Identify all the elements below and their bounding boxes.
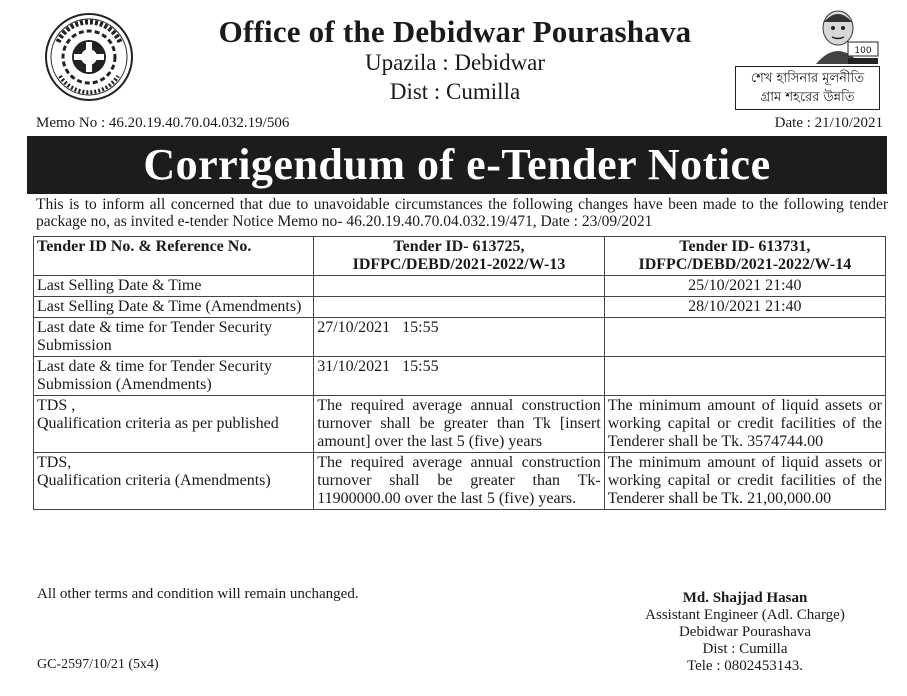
row-value: 28/10/2021 21:40 — [604, 297, 885, 318]
row-value: 31/10/2021 15:55 — [314, 357, 604, 396]
row-value — [314, 276, 604, 297]
signer-district: Dist : Cumilla — [702, 641, 788, 657]
pourashava-seal-icon — [44, 12, 134, 102]
table-row — [34, 357, 886, 396]
table-row — [34, 297, 886, 318]
table-row — [34, 396, 886, 453]
mujib-100-logo-icon — [808, 8, 884, 66]
row-value: The required average annual construction turnover shall be greater than Tk [insert amount] over the last 5 (five) years — [314, 396, 604, 453]
district-line: Dist : Cumilla — [389, 79, 521, 104]
header-tender-id: Tender ID- 613725, — [393, 238, 525, 255]
upazila-line: Upazila : Debidwar — [364, 50, 546, 75]
svg-text:100: 100 — [854, 46, 872, 56]
intro-paragraph: This is to inform all concerned that due to unavoidable circumstances the following changes have been made to the following tender package no, as invited e-tender Notice Memo no- 46.20.19.40.70.04.032.19/471, Date : 23/09/2021 — [36, 196, 888, 230]
row-label-line: TDS , — [37, 397, 76, 414]
row-label — [34, 396, 314, 453]
signer-phone: Tele : 0802453143. — [686, 658, 803, 674]
row-label-line: Qualification criteria as per published — [37, 415, 279, 432]
row-label-line: Qualification criteria (Amendments) — [37, 472, 271, 489]
row-value — [604, 357, 885, 396]
row-label: Last Selling Date & Time (Amendments) — [34, 297, 314, 318]
row-value: The minimum amount of liquid assets or working capital or credit facilities of the Tenderer shall be Tk. 21,00,000.00 — [604, 453, 885, 510]
header-tender-ref: IDFPC/DEBD/2021-2022/W-13 — [352, 256, 566, 273]
header-reference: Tender ID No. & Reference No. — [34, 237, 314, 276]
slogan-line-1: শেখ হাসিনার মূলনীতি — [750, 71, 865, 86]
row-label: Last Selling Date & Time — [34, 276, 314, 297]
row-label — [34, 453, 314, 510]
row-value: 27/10/2021 15:55 — [314, 318, 604, 357]
signer-office: Debidwar Pourashava — [678, 624, 812, 640]
slogan-line-2: গ্রাম শহরের উন্নতি — [760, 90, 855, 105]
header-tender-ref: IDFPC/DEBD/2021-2022/W-14 — [638, 256, 852, 273]
memo-number: Memo No : 46.20.19.40.70.04.032.19/506 — [36, 115, 290, 131]
signature-block — [620, 590, 870, 675]
signer-name: Md. Shajjad Hasan — [682, 590, 808, 606]
tender-table — [33, 236, 886, 510]
row-value: 25/10/2021 21:40 — [604, 276, 885, 297]
header-tender-id: Tender ID- 613731, — [679, 238, 811, 255]
row-value — [604, 318, 885, 357]
row-value: The required average annual construction turnover shall be greater than Tk-11900000.00 over the last 5 (five) years. — [314, 453, 604, 510]
row-label: Last date & time for Tender Security Submission — [34, 318, 314, 357]
row-label: Last date & time for Tender Security Submission (Amendments) — [34, 357, 314, 396]
office-title: Office of the Debidwar Pourashava — [218, 14, 692, 49]
notice-date: Date : 21/10/2021 — [774, 115, 883, 131]
table-row — [34, 453, 886, 510]
row-value: The minimum amount of liquid assets or working capital or credit facilities of the Tenderer shall be Tk. 3574744.00 — [604, 396, 885, 453]
header-tender-613725 — [314, 237, 604, 276]
table-header-row — [34, 237, 886, 276]
row-label-line: TDS, — [37, 454, 72, 471]
row-value — [314, 297, 604, 318]
header-tender-613731 — [604, 237, 885, 276]
footer-note: All other terms and condition will remain unchanged. — [37, 586, 359, 602]
publication-code: GC-2597/10/21 (5x4) — [37, 657, 159, 672]
signer-title: Assistant Engineer (Adl. Charge) — [645, 607, 845, 623]
table-row — [34, 276, 886, 297]
table-row — [34, 318, 886, 357]
notice-banner: Corrigendum of e-Tender Notice — [27, 136, 887, 194]
